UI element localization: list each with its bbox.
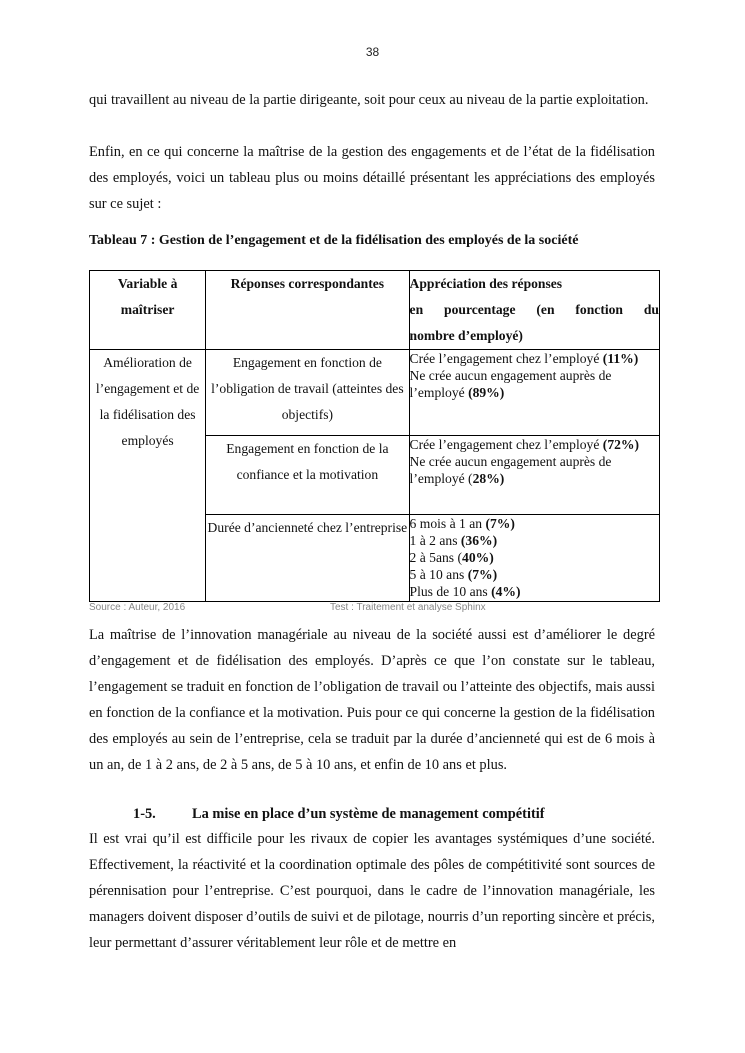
duration-label: Plus de 10 ans [409, 584, 492, 599]
answer-line [410, 436, 659, 453]
answer-line [410, 367, 659, 401]
section-number: 1-5. [133, 806, 156, 822]
duration-value: (36%) [460, 533, 498, 548]
paragraph-section: Il est vrai qu’il est difficile pour les rivaux de copier les avantages systémiques d’une société. Effectivement, la réactivité et la coordination optimale des pôles de compétitivité sont sources de pérennisation pour l’entreprise. C’est pourquoi, dans le cadre de l’innovation managériale, les managers doivent disposer d’outils de suivi et de pilotage, nourris d’un reporting sincère et précis, leur permettant d’assurer véritablement leur rôle et de mettre en [89, 831, 655, 951]
appreciation-cell [409, 436, 659, 515]
section-heading [133, 805, 545, 823]
paragraph-table-intro: Enfin, en ce qui concerne la maîtrise de la gestion des engagements et de l’état de la fidélisation des employés, voici un tableau plus ou moins détaillé présentant les appréciations des employés sur ce sujet : [89, 144, 655, 212]
test-note: Test : Traitement et analyse Sphinx [330, 602, 486, 613]
response-cell: Durée d’ancienneté chez l’entreprise [206, 515, 409, 602]
header-appreciation-line1: Appréciation des réponses [409, 276, 563, 291]
header-variable: Variable à maîtriser [90, 271, 206, 350]
answer-text: Ne crée aucun engagement auprès de l’employé ( [409, 454, 612, 486]
answer-line [410, 350, 659, 367]
engagement-table [89, 270, 660, 602]
answer-text: Ne crée aucun engagement auprès de l’employé [409, 368, 612, 400]
duration-label: 2 à 5ans ( [409, 550, 463, 565]
duration-value: (7%) [467, 567, 498, 582]
header-appreciation [409, 271, 659, 350]
variable-cell: Amélioration de l’engagement et de la fidélisation des employés [90, 350, 206, 602]
paragraph-analysis: La maîtrise de l’innovation managériale au niveau de la société aussi est d’améliorer le degré d’engagement et de fidélisation des employés. D’après ce que l’on constate sur le tableau, l’engagement se traduit en fonction de l’obligation de travail ou l’atteinte des objectifs, mais aussi en fonction de la confiance et la motivation. Puis pour ce qui concerne la gestion de la fidélisation des employés au sein de l’entreprise, cela se traduit par la durée d’ancienneté qui est de 6 mois à un an, de 1 à 2 ans, de 2 à 5 ans, de 5 à 10 ans, et enfin de 10 ans et plus. [89, 627, 655, 773]
duration-label: 6 mois à 1 an [409, 516, 486, 531]
source-note: Source : Auteur, 2016 [89, 602, 186, 613]
answer-text: Crée l’engagement chez l’employé [409, 437, 603, 452]
header-appreciation-line3: nombre d’employé) [409, 328, 523, 343]
response-cell: Engagement en fonction de l’obligation de travail (atteintes des objectifs) [206, 350, 409, 436]
duration-item [410, 549, 659, 566]
answer-line [410, 453, 659, 487]
header-appreciation-line2: en pourcentage (en fonction du [409, 302, 659, 317]
duration-item [410, 583, 659, 600]
duration-label: 5 à 10 ans [409, 567, 468, 582]
page-number: 38 [365, 45, 380, 59]
duration-cell [409, 515, 659, 602]
response-cell: Engagement en fonction de la confiance et la motivation [206, 436, 409, 515]
answer-value: (11%) [602, 351, 639, 366]
answer-value: (72%) [602, 437, 640, 452]
duration-value: 40%) [462, 550, 494, 565]
answer-text: Crée l’engagement chez l’employé [409, 351, 603, 366]
header-responses: Réponses correspondantes [206, 271, 409, 350]
duration-item [410, 515, 659, 532]
duration-value: (7%) [485, 516, 515, 531]
duration-label: 1 à 2 ans [409, 533, 461, 548]
section-title: La mise en place d’un système de management compétitif [192, 806, 545, 822]
table-caption: Tableau 7 : Gestion de l’engagement et de la fidélisation des employés de la société [89, 233, 579, 248]
table-row [90, 350, 660, 436]
answer-value: (89%) [468, 385, 505, 400]
appreciation-cell [409, 350, 659, 436]
duration-item [410, 566, 659, 583]
paragraph-intro: qui travaillent au niveau de la partie dirigeante, soit pour ceux au niveau de la partie exploitation. [89, 92, 649, 108]
duration-value: (4%) [491, 584, 521, 599]
duration-item [410, 532, 659, 549]
table-header-row [90, 271, 660, 350]
answer-value: 28%) [472, 471, 505, 486]
